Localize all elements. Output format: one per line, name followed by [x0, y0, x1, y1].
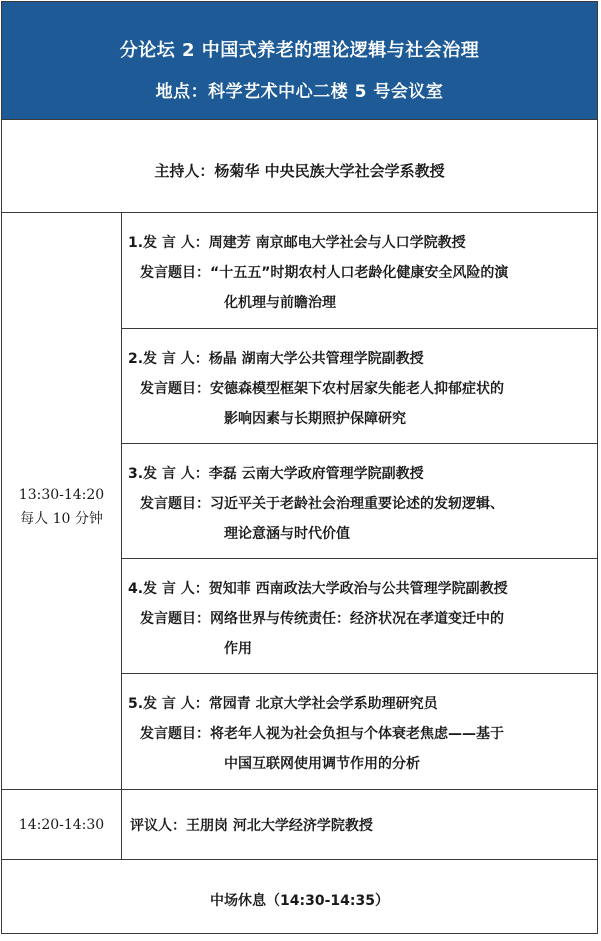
review-time: 14:20-14:30: [2, 790, 122, 859]
break-text: 中场休息（14:30-14:35）: [210, 893, 389, 909]
talk-speaker: 2.发 言 人：杨晶 湖南大学公共管理学院副教授: [128, 351, 424, 367]
talk-item: [122, 328, 597, 443]
talk-topic-continued: 化机理与前瞻治理: [224, 295, 336, 311]
talk-topic-continued: 理论意涵与时代价值: [224, 526, 350, 542]
talk-speaker: 3.发 言 人：李磊 云南大学政府管理学院副教授: [128, 466, 424, 482]
forum-title: 分论坛 2 中国式养老的理论逻辑与社会治理: [119, 40, 480, 61]
talk-topic-continued: 影响因素与长期照护保障研究: [224, 411, 406, 427]
talk-item: [122, 443, 597, 558]
talks-time-range: 13:30-14:20: [18, 487, 105, 503]
talk-topic: 发言题目：安德森模型框架下农村居家失能老人抑郁症状的: [140, 381, 504, 397]
talk-topic-continued: 作用: [224, 641, 252, 657]
forum-header: [2, 2, 597, 119]
talk-speaker: 4.发 言 人：贺知菲 西南政法大学政治与公共管理学院副教授: [128, 581, 508, 597]
talk-speaker: 1.发 言 人：周建芳 南京邮电大学社会与人口学院教授: [128, 235, 466, 251]
reviewer-text: 评议人：王朋岗 河北大学经济学院教授: [130, 818, 373, 834]
talk-item: [122, 673, 597, 788]
talk-topic: 发言题目：“十五五”时期农村人口老龄化健康安全风险的演: [140, 265, 509, 281]
talk-topic: 发言题目：将老年人视为社会负担与个体衰老焦虑——基于: [140, 726, 504, 742]
talks-time-note: 每人 10 分钟: [20, 511, 103, 527]
schedule-table: [1, 1, 598, 934]
talk-item: [122, 558, 597, 673]
talk-item: [122, 213, 597, 328]
review-row: [2, 789, 597, 859]
host-text: 主持人：杨菊华 中央民族大学社会学系教授: [154, 162, 445, 180]
forum-venue: 地点：科学艺术中心二楼 5 号会议室: [155, 82, 444, 102]
talk-topic-continued: 中国互联网使用调节作用的分析: [224, 756, 420, 772]
break-row: [2, 859, 597, 935]
talks-section: [2, 212, 597, 789]
talk-topic: 发言题目：网络世界与传统责任：经济状况在孝道变迁中的: [140, 611, 504, 627]
talks-time-cell: [2, 213, 122, 789]
talk-topic: 发言题目：习近平关于老龄社会治理重要论述的发轫逻辑、: [140, 496, 504, 512]
host-row: [2, 119, 597, 212]
talk-speaker: 5.发 言 人：常园青 北京大学社会学系助理研究员: [128, 696, 438, 712]
